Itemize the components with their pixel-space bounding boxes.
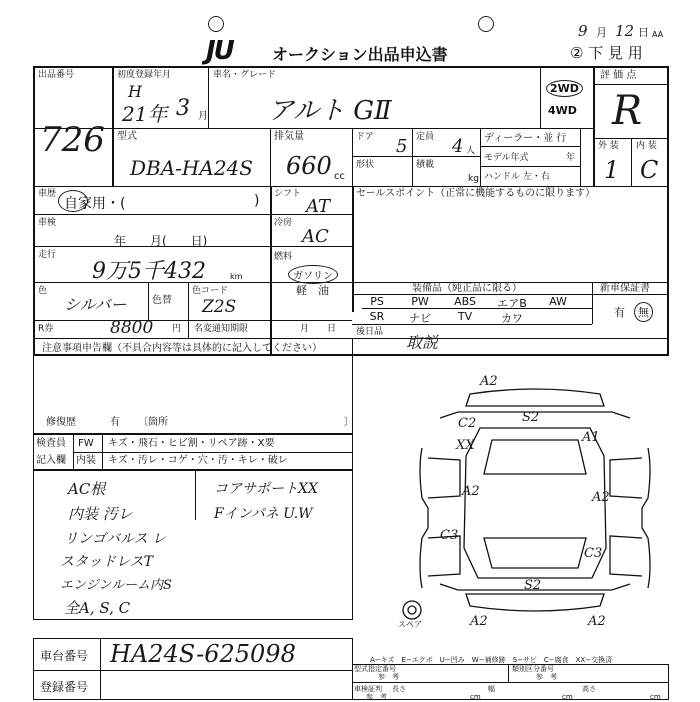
inspector-label-1: 検査員 [36, 438, 66, 449]
date-suffix: AA [652, 30, 664, 39]
damage-mark: C3 [440, 528, 459, 543]
chassis-label: 車台番号 [40, 649, 89, 663]
repair-label: 修復歴 [46, 417, 76, 428]
doors-label: ドア [356, 132, 374, 142]
punch-hole [208, 16, 224, 32]
remark-line: 内装 汚レ [68, 505, 133, 523]
damage-mark: C2 [458, 416, 477, 431]
date-month: 9 [578, 22, 588, 40]
chassis-value: HA24S-625098 [110, 640, 296, 668]
first-reg-month: 3 [176, 96, 190, 121]
damage-mark: A2 [470, 614, 488, 629]
drive-4wd: 4WD [548, 104, 577, 117]
drive-2wd: 2WD [546, 80, 583, 97]
repair-bracket: 〔箇所 [138, 417, 168, 428]
equipment-item: ABS [454, 295, 476, 308]
remark-line: エンジンルーム内S [60, 578, 172, 593]
date-day: 12 [615, 22, 635, 40]
damage-mark: A1 [582, 430, 600, 445]
legend: A−キズ E−エクボ U−凹み W−補修跡 S−サビ C−腐食 XX−交換済 [370, 656, 613, 664]
footer-ref-3: 参 考 [366, 693, 387, 701]
color-change-label: 色替 [152, 295, 172, 306]
footer-ref-2: 参 考 [536, 673, 557, 681]
displacement-unit: cc [334, 171, 345, 182]
footer-class-no: 類別区分番号 [512, 665, 554, 673]
handle-label: ハンドル 左・右 [484, 172, 550, 182]
punch-hole [478, 16, 494, 32]
color-label: 色 [38, 286, 48, 296]
damage-mark: S2 [522, 410, 540, 425]
inspector-in-text: キズ・汚レ・コゲ・穴・汚・キレ・破レ [108, 455, 288, 466]
load-label: 積載 [416, 160, 435, 170]
damage-mark: C3 [584, 546, 603, 561]
fuel-label: 燃料 [274, 252, 293, 262]
capacity-unit: 人 [466, 146, 476, 156]
remark-line: Fインパネ U.W [214, 506, 313, 522]
copy-label: ② 下 見 用 [570, 44, 643, 62]
equipment-label: 装備品（純正品に限る） [412, 283, 522, 294]
model-type-label: 型式 [117, 131, 137, 142]
mileage-label: 走行 [38, 250, 57, 260]
car-name-value: アルト GⅡ [268, 96, 392, 126]
equipment-item: エアB [497, 297, 527, 310]
footer-cert: 車検証判 [354, 685, 382, 693]
car-name-label: 車名・グレード [213, 70, 277, 80]
fuel-diesel: 軽 油 [296, 284, 329, 297]
repair-close: 〕 [344, 417, 354, 428]
damage-mark: A2 [462, 484, 480, 499]
aircon-value: AC [302, 226, 329, 247]
interior-label: 内 装 [636, 141, 657, 151]
remark-line: リンゴバルス レ [64, 531, 167, 547]
warranty-yes: 有 [614, 306, 625, 319]
displacement-label: 排気量 [274, 131, 304, 142]
notes-label: 注意事項申告欄（不具合内容等は具体的に記入してください） [42, 343, 322, 354]
load-unit: kg [468, 174, 479, 184]
fuel-gasoline: ガソリン [288, 265, 338, 284]
footer-cm-3: cm [650, 693, 661, 701]
first-reg-month-unit: 月 [198, 111, 208, 122]
remark-line: AC根 [68, 480, 106, 498]
aircon-label: 冷房 [274, 218, 293, 228]
doors-value: 5 [396, 136, 408, 157]
damage-mark: S2 [524, 578, 542, 593]
lot-value: 726 [40, 120, 105, 160]
exterior-label: 外 装 [598, 141, 619, 151]
after-parts-label: 後日品 [356, 327, 384, 337]
grade-value: R [612, 88, 643, 134]
color-value: シルバー [64, 295, 127, 314]
interior-value: C [640, 156, 659, 184]
date-month-unit: 月 [596, 26, 607, 39]
dealer-label: ディーラー・並 行 [484, 133, 567, 144]
remark-line: スタッドレスT [60, 554, 153, 570]
model-year-label: モデル年式 [484, 153, 529, 163]
color-code-value: Z2S [202, 297, 237, 317]
spare-label: スペア [398, 620, 422, 629]
damage-mark: A2 [588, 614, 606, 629]
first-reg-year: 21年 [122, 102, 168, 126]
capacity-label: 定員 [416, 132, 435, 142]
model-type-value: DBA-HA24S [130, 156, 253, 180]
damage-mark: A2 [592, 490, 610, 505]
registration-label: 登録番号 [40, 680, 89, 694]
equipment-item: カワ [501, 312, 523, 325]
inspection-label: 車検 [38, 218, 57, 228]
inspector-fw-label: FW [78, 438, 94, 449]
notes-box [33, 338, 353, 434]
after-parts-value: 取説 [406, 333, 439, 352]
warranty-no: 無 [634, 302, 653, 322]
inspector-label-2: 記入欄 [36, 455, 66, 466]
history-label: 車歴 [38, 189, 57, 199]
warranty-label: 新車保証書 [600, 283, 650, 294]
footer-model-no: 型式指定番号 [354, 665, 396, 673]
first-reg-label: 初度登録年月 [117, 70, 172, 80]
exterior-value: 1 [604, 156, 620, 184]
history-close: ) [254, 193, 260, 209]
lot-label: 出品番号 [38, 70, 75, 80]
recycle-value: 8800 [110, 318, 154, 338]
remark-line: コアサポートXX [214, 481, 318, 497]
date-day-unit: 日 [638, 26, 649, 39]
recycle-unit: 円 [172, 324, 182, 334]
grade-label: 評 価 点 [600, 70, 637, 81]
first-reg-era: H [128, 82, 142, 101]
form-title: オークション出品申込書 [272, 45, 448, 64]
inspector-in-label: 内装 [76, 455, 96, 466]
inspector-fw-text: キズ・飛石・ヒビ割・リペア跡・X要 [108, 438, 275, 449]
mileage-unit: km [230, 272, 243, 281]
repair-opt: 有 [110, 417, 120, 428]
damage-mark: A2 [480, 374, 498, 389]
mileage-value: 9万5千432 [92, 259, 206, 284]
history-value: 自家用・( [64, 196, 126, 212]
capacity-value: 4 [452, 136, 464, 157]
footer-length: 長さ [392, 685, 406, 693]
footer-width: 幅 [488, 685, 495, 693]
footer-ref-1: 参 考 [378, 673, 399, 681]
footer-height: 高さ [582, 685, 596, 693]
tax-text: 月 日 [300, 324, 337, 334]
equipment-item: ナビ [409, 312, 431, 325]
brand-logo: JU [206, 36, 233, 66]
recycle-label: R券 [38, 324, 54, 334]
damage-mark: XX [456, 438, 475, 453]
footer-cm-1: cm [470, 693, 481, 701]
model-year-unit: 年 [566, 153, 576, 163]
body-shape-label: 形状 [356, 160, 375, 170]
shift-label: シフト [274, 189, 302, 199]
equipment-item: SR [369, 310, 385, 323]
history-circle [58, 190, 88, 212]
inspection-text: 年 月( 日) [114, 234, 208, 248]
equipment-item: PW [411, 295, 429, 308]
equipment-item: PS [370, 295, 384, 308]
shift-value: AT [306, 196, 331, 217]
equipment-item: TV [457, 310, 473, 323]
equipment-item: AW [549, 295, 567, 308]
sales-point-label: セールスポイント（正常に機能するものに限ります） [356, 188, 596, 199]
color-code-label: 色コード [192, 286, 229, 296]
remark-line: 全A, S, C [64, 599, 131, 617]
displacement-value: 660 [286, 152, 332, 180]
footer-cm-2: cm [562, 693, 573, 701]
tax-label: 名変通知期限 [194, 324, 249, 334]
